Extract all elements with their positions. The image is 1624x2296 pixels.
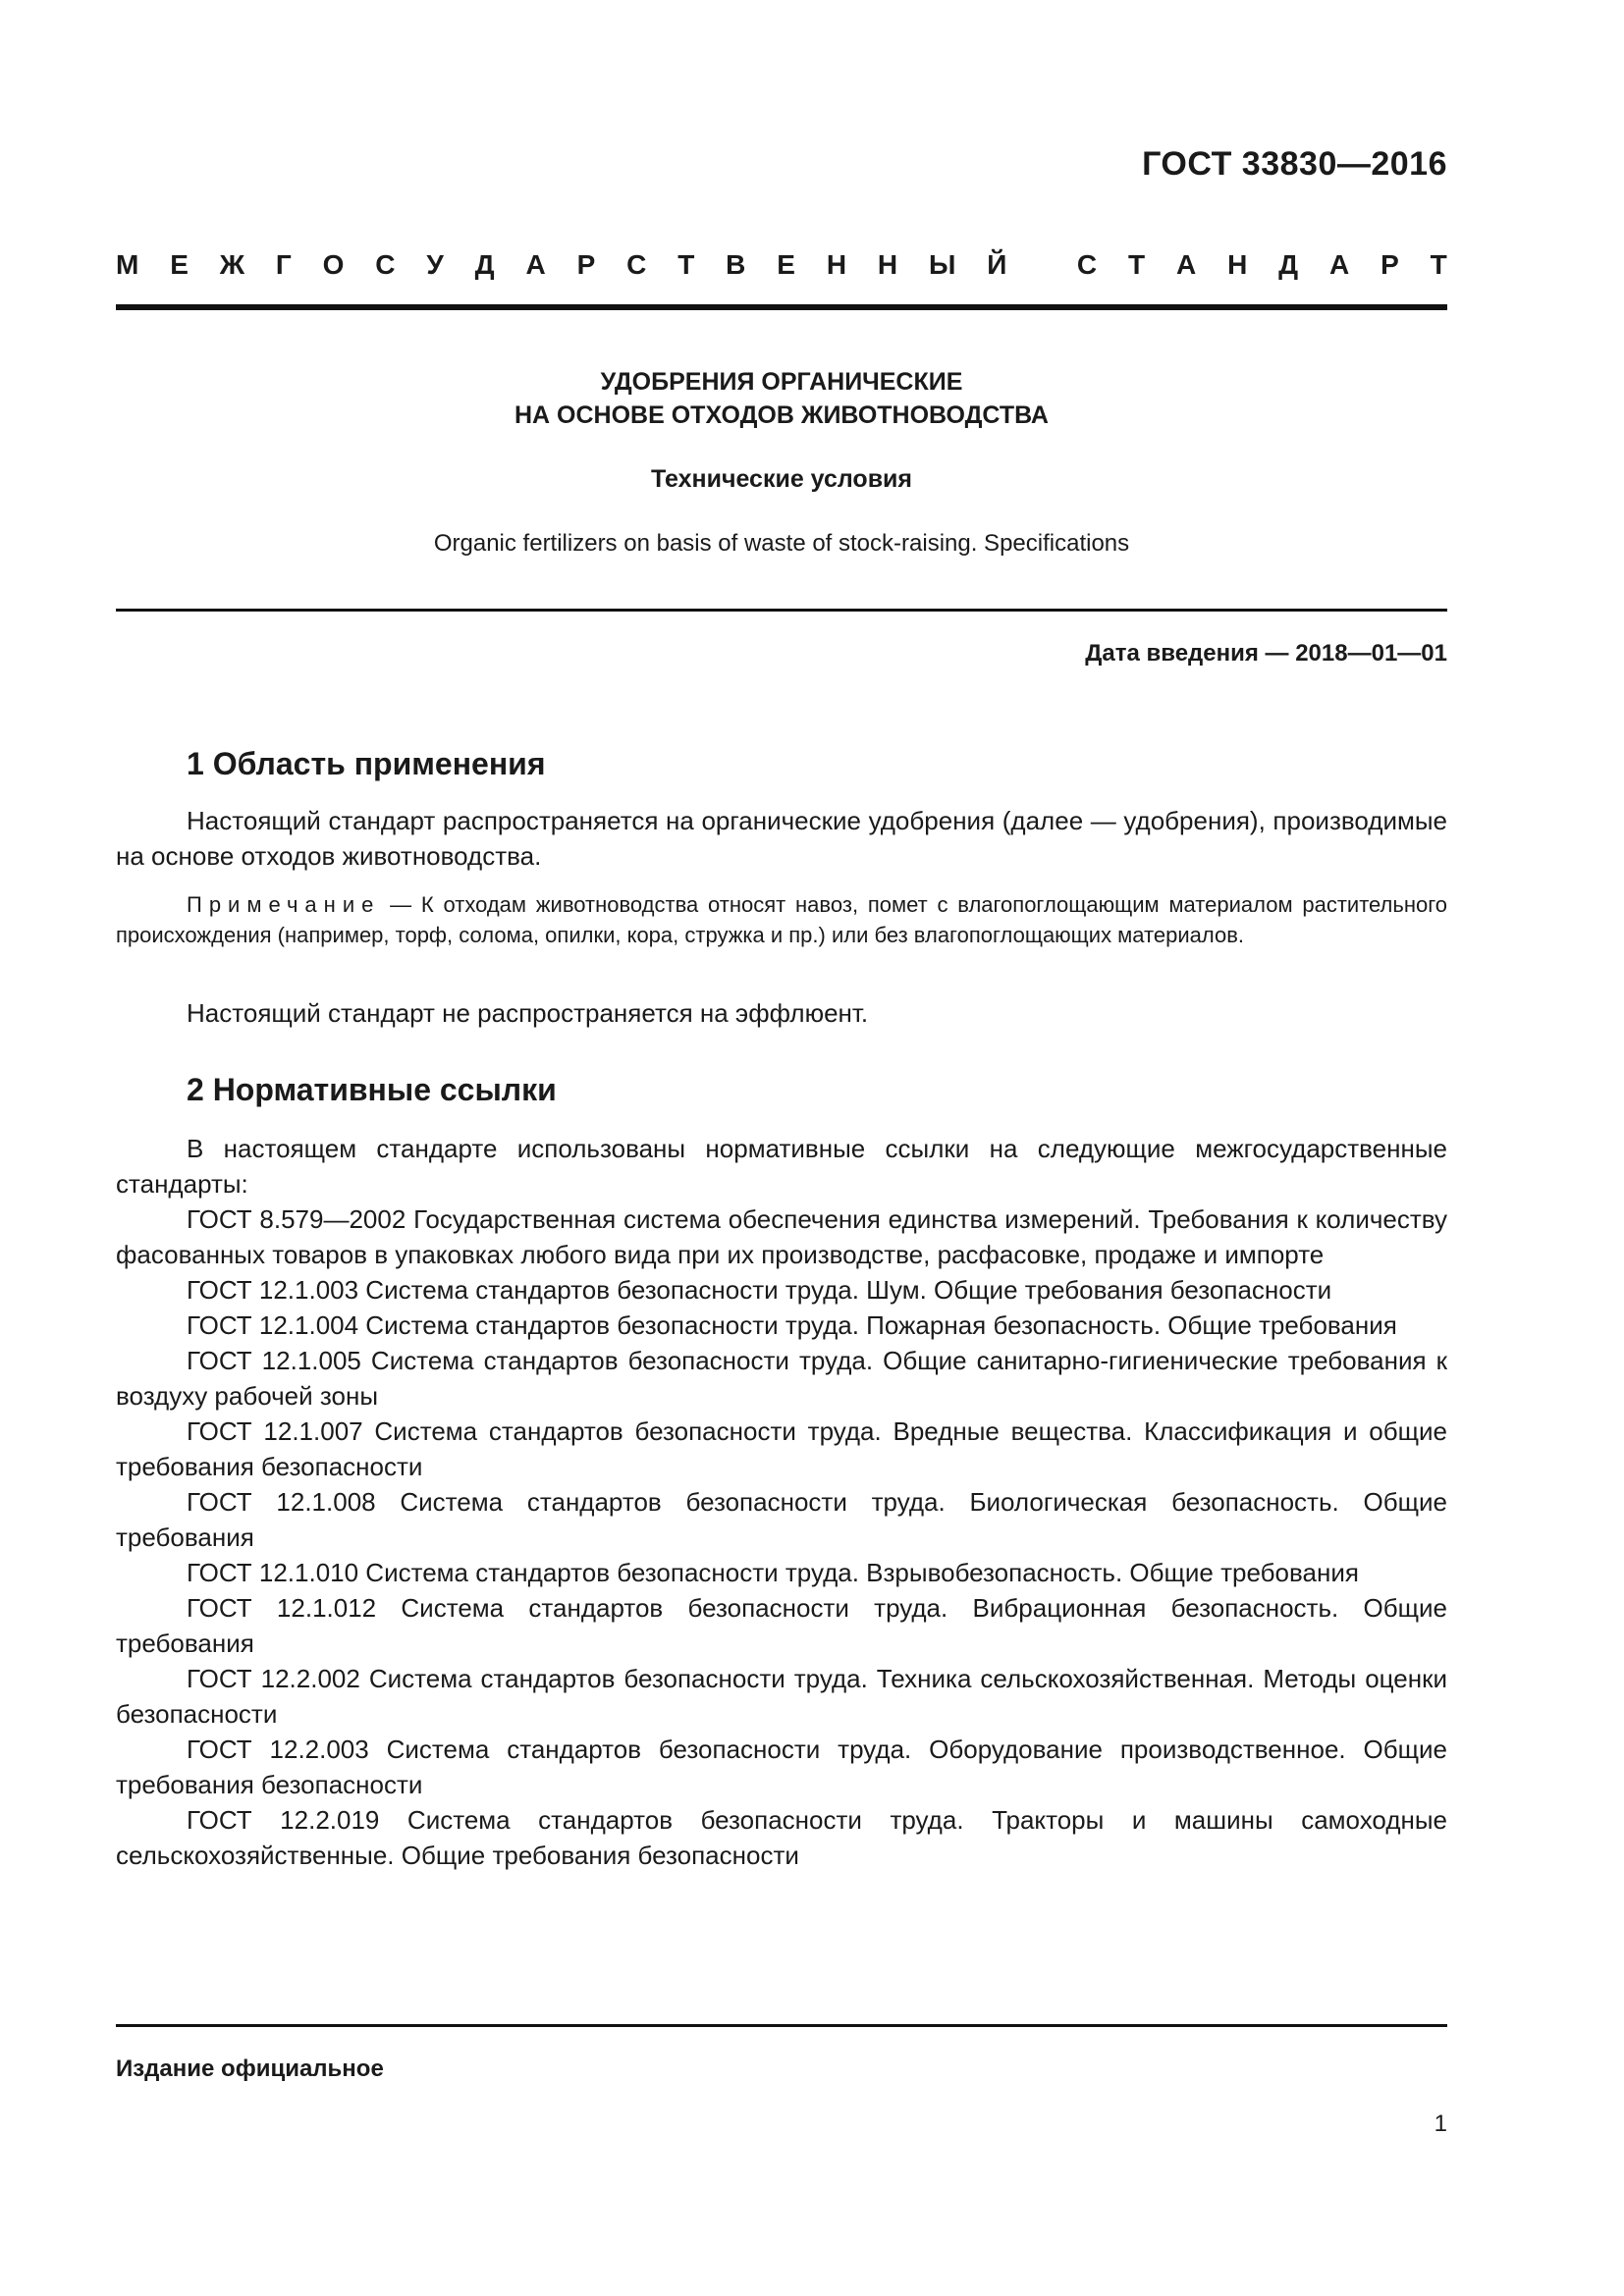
banner-letter: Г <box>275 249 292 280</box>
official-edition-label: Издание официальное <box>116 2056 384 2082</box>
footer-divider <box>116 2024 1447 2027</box>
introduction-date: Дата введения — 2018—01—01 <box>1085 640 1447 667</box>
banner-letter: Е <box>777 249 795 280</box>
paragraph-text: Настоящий стандарт не распространяется на эффлюент. <box>187 998 869 1028</box>
banner-letter: Ы <box>929 249 956 280</box>
section-2-heading: 2 Нормативные ссылки <box>187 1072 557 1107</box>
banner-letter: А <box>1175 249 1197 280</box>
paragraph-text: Настоящий стандарт распространяется на органические удобрения (далее — удобрения), производимые на основе отходов животноводства. <box>116 806 1447 871</box>
reference-item: ГОСТ 12.2.019 Система стандартов безопасности труда. Тракторы и машины самоходные сельскохозяйственные. Общие требования безопасности <box>116 1805 1447 1870</box>
english-title: Organic fertilizers on basis of waste of stock-raising. Specifications <box>433 530 1130 557</box>
banner-letter: Т <box>1128 249 1146 280</box>
reference-item: ГОСТ 12.2.003 Система стандартов безопасности труда. Оборудование производственное. Общие требования безопасности <box>116 1735 1447 1799</box>
banner-letter: О <box>322 249 345 280</box>
title-line-1: УДОБРЕНИЯ ОРГАНИЧЕСКИЕ <box>600 368 963 396</box>
section-1-paragraph-2 <box>116 995 1447 1031</box>
banner-letter: У <box>426 249 444 280</box>
reference-item: ГОСТ 12.1.004 Система стандартов безопасности труда. Пожарная безопасность. Общие требования <box>187 1310 1397 1340</box>
reference-item: ГОСТ 12.1.003 Система стандартов безопасности труда. Шум. Общие требования безопасности <box>187 1275 1332 1305</box>
banner-spacer <box>1038 249 1046 281</box>
banner-letter: Р <box>1380 249 1399 280</box>
banner-letter: Й <box>987 249 1007 280</box>
reference-item: ГОСТ 12.1.010 Система стандартов безопасности труда. Взрывобезопасность. Общие требования <box>187 1558 1359 1587</box>
document-subtitle: Технические условия <box>650 465 913 493</box>
banner-letter: А <box>1328 249 1350 280</box>
reference-item: ГОСТ 12.2.002 Система стандартов безопасности труда. Техника сельскохозяйственная. Методы оценки безопасности <box>116 1664 1447 1729</box>
note-text: — К отходам животноводства относят навоз, помет с влагопоглощающим материалом растительного происхождения (например, торф, солома, опилки, кора, стружка и пр.) или без влагопоглощающих материалов. <box>116 892 1447 947</box>
banner-letter: А <box>525 249 546 280</box>
section-1-heading: 1 Область применения <box>187 746 546 781</box>
banner-letter: В <box>726 249 746 280</box>
header-divider <box>116 304 1447 310</box>
banner-letter: Н <box>877 249 898 280</box>
banner-letter: М <box>116 249 139 280</box>
references-intro: В настоящем стандарте использованы нормативные ссылки на следующие межгосударственные стандарты: <box>116 1134 1447 1199</box>
banner-letter: Н <box>826 249 847 280</box>
reference-item: ГОСТ 12.1.007 Система стандартов безопасности труда. Вредные вещества. Классификация и общие требования безопасности <box>116 1416 1447 1481</box>
title-divider <box>116 609 1447 612</box>
interstate-standard-banner <box>116 249 1447 281</box>
banner-letter: С <box>626 249 647 280</box>
reference-item: ГОСТ 12.1.012 Система стандартов безопасности труда. Вибрационная безопасность. Общие требования <box>116 1593 1447 1658</box>
reference-item: ГОСТ 12.1.005 Система стандартов безопасности труда. Общие санитарно-гигиенические требования к воздуху рабочей зоны <box>116 1346 1447 1411</box>
note-label: Примечание <box>187 892 381 917</box>
banner-letter: Д <box>474 249 495 280</box>
banner-letter: Н <box>1227 249 1248 280</box>
banner-letter: Ж <box>219 249 245 280</box>
page-number: 1 <box>1434 2110 1447 2137</box>
banner-letter: Е <box>170 249 189 280</box>
reference-item: ГОСТ 12.1.008 Система стандартов безопасности труда. Биологическая безопасность. Общие требования <box>116 1487 1447 1552</box>
document-title <box>116 365 1447 432</box>
title-line-2: НА ОСНОВЕ ОТХОДОВ ЖИВОТНОВОДСТВА <box>514 401 1049 429</box>
gost-number: ГОСТ 33830—2016 <box>1142 145 1447 183</box>
reference-item: ГОСТ 8.579—2002 Государственная система обеспечения единства измерений. Требования к количеству фасованных товаров в упаковках любого вида при их производстве, расфасовке, продаже и импорте <box>116 1204 1447 1269</box>
banner-letter: Р <box>576 249 596 280</box>
section-1-paragraph <box>116 803 1447 874</box>
banner-letter: Т <box>1430 249 1447 280</box>
normative-references <box>116 1131 1447 1873</box>
banner-letter: Т <box>677 249 695 280</box>
section-1-note <box>116 889 1447 950</box>
banner-letter: Д <box>1278 249 1299 280</box>
banner-letter: С <box>1076 249 1098 280</box>
banner-letter: С <box>375 249 396 280</box>
